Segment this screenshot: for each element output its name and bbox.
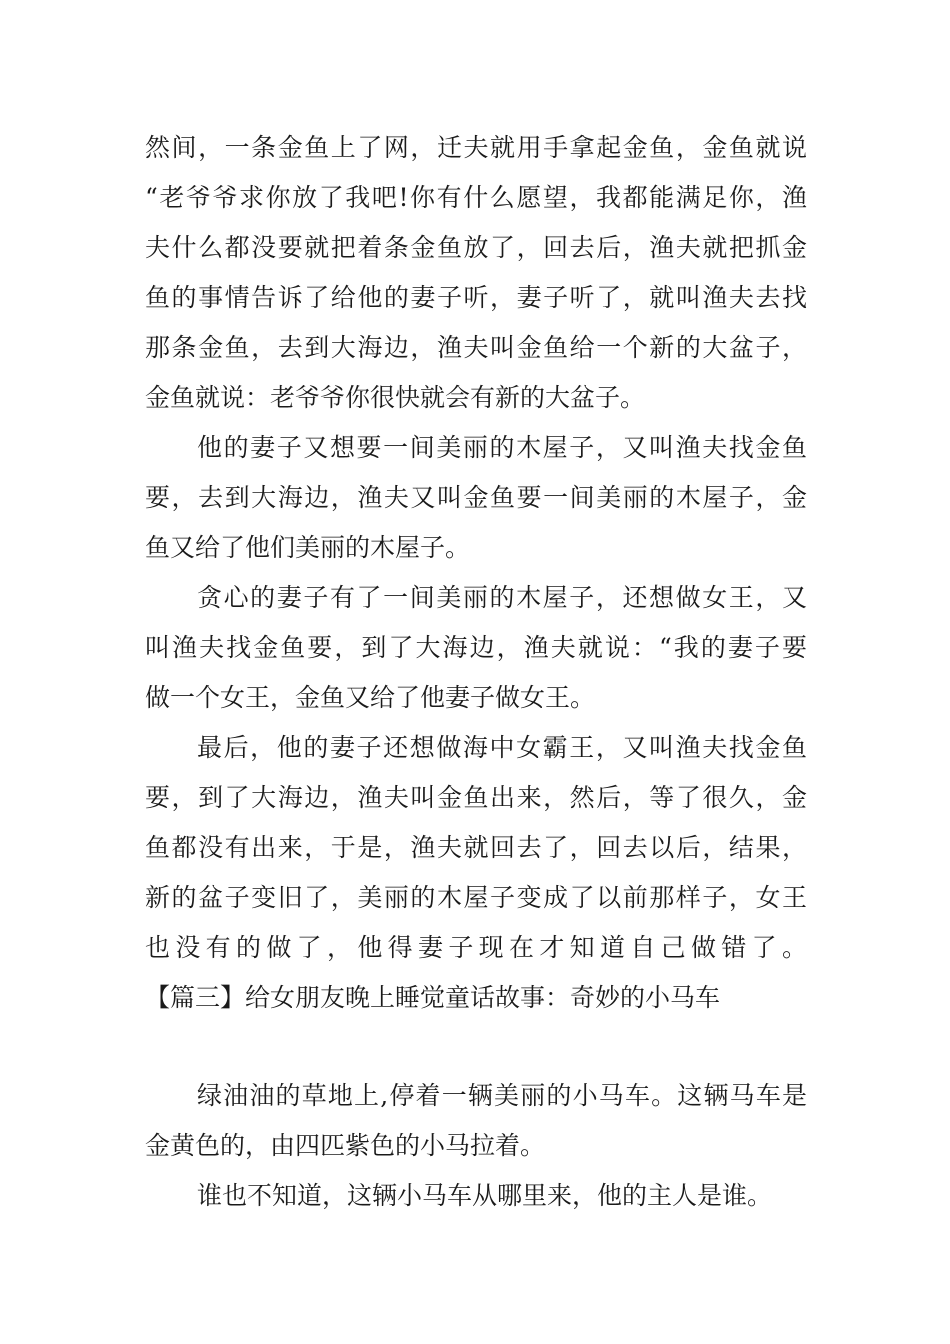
text-line: 然间，一条金鱼上了网，迁夫就用手拿起金鱼，金鱼就说: [145, 133, 807, 162]
text-line: 鱼又给了他们美丽的木屋子。: [145, 533, 471, 562]
text-line: 夫什么都没要就把着条金鱼放了，回去后，渔夫就把抓金: [145, 233, 807, 262]
text-line: 要，去到大海边，渔夫又叫金鱼要一间美丽的木屋子，金: [145, 483, 807, 512]
text-line: 也没有的做了，他得妻子现在才知道自己做错了。: [145, 933, 807, 962]
text-line: 要，到了大海边，渔夫叫金鱼出来，然后，等了很久，金: [145, 783, 807, 812]
paragraph-first-line: 最后，他的妻子还想做海中女霸王，又叫渔夫找金鱼: [197, 733, 807, 762]
paragraph-first-line: 贪心的妻子有了一间美丽的木屋子，还想做女王，又: [197, 583, 807, 612]
paragraph-first-line: 他的妻子又想要一间美丽的木屋子，又叫渔夫找金鱼: [197, 433, 807, 462]
text-line: “老爷爷求你放了我吧!你有什么愿望，我都能满足你，渔: [145, 183, 807, 212]
paragraph-first-line: 绿油油的草地上,停着一辆美丽的小马车。这辆马车是: [197, 1081, 807, 1110]
text-line: 那条金鱼，去到大海边，渔夫叫金鱼给一个新的大盆子，: [145, 333, 807, 362]
text-line: 新的盆子变旧了，美丽的木屋子变成了以前那样子，女王: [145, 883, 807, 912]
section-heading: 【篇三】给女朋友晚上睡觉童话故事：奇妙的小马车: [145, 983, 721, 1012]
text-line: 金黄色的，由四匹紫色的小马拉着。: [145, 1131, 546, 1160]
text-line: 金鱼就说：老爷爷你很快就会有新的大盆子。: [145, 383, 646, 412]
text-line: 鱼的事情告诉了给他的妻子听，妻子听了，就叫渔夫去找: [145, 283, 807, 312]
text-line: 鱼都没有出来，于是，渔夫就回去了，回去以后，结果，: [145, 833, 807, 862]
text-line: 做一个女王，金鱼又给了他妻子做女王。: [145, 683, 596, 712]
text-line: 叫渔夫找金鱼要，到了大海边，渔夫就说：“我的妻子要: [145, 633, 807, 662]
paragraph-first-line: 谁也不知道，这辆小马车从哪里来，他的主人是谁。: [197, 1181, 773, 1210]
